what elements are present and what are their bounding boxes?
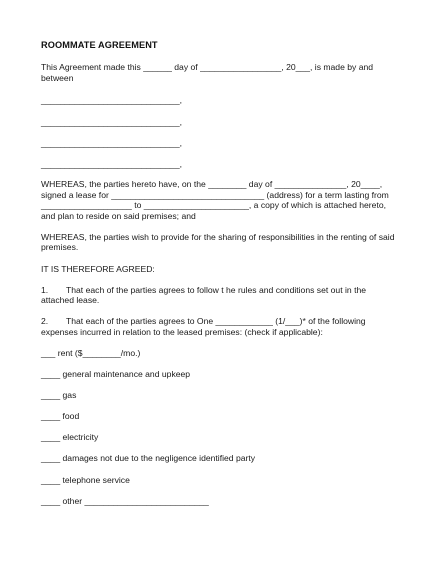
expense-item-food: ____ food [41,411,80,421]
whereas2-line-2: premises. [41,242,79,252]
intro-line-1: This Agreement made this ______ day of _________________, 20___, is made by and [41,62,374,72]
whereas1-line-2: signed a lease for ________________________________ (address) for a term lasting from [41,190,389,200]
whereas2-line-1: WHEREAS, the parties wish to provide for the sharing of responsibilities in the renting of said [41,232,395,242]
signature-line-2: _____________________________, [41,117,182,127]
signature-line-3: _____________________________, [41,138,182,148]
expense-item-maintenance: ____ general maintenance and upkeep [41,369,191,379]
signature-line-1: _____________________________, [41,95,182,105]
expense-item-telephone: ____ telephone service [41,475,130,485]
clause1-text-1: That each of the parties agrees to follow t he rules and conditions set out in the [66,285,367,295]
expense-item-damages: ____ damages not due to the negligence identified party [41,453,256,463]
whereas1-line-3: ___________________ to ______________________, a copy of which is attached hereto, [41,200,387,210]
whereas1-line-1: WHEREAS, the parties hereto have, on the ________ day of _______________, 20____, [41,179,383,189]
clause2-line-2: expenses incurred in relation to the leased premises: (check if applicable): [41,327,323,337]
expense-item-electricity: ____ electricity [41,432,99,442]
clause1-line-2: attached lease. [41,295,100,305]
document-title: ROOMMATE AGREEMENT [41,40,158,50]
clause2-number: 2. [41,316,49,326]
intro-line-2: between [41,73,74,83]
clause2-line-1 [41,316,366,327]
whereas1-line-4: and plan to reside on said premises; and [41,211,196,221]
agreed-heading: IT IS THEREFORE AGREED: [41,264,155,274]
expense-item-gas: ____ gas [41,390,77,400]
expense-item-rent: ___ rent ($________/mo.) [41,348,141,358]
expense-item-other: ____ other __________________________ [41,496,209,506]
clause1-number: 1. [41,285,49,295]
clause2-text-1: That each of the parties agrees to One ____________ (1/___)* of the following [66,316,366,326]
signature-line-4: _____________________________, [41,159,182,169]
